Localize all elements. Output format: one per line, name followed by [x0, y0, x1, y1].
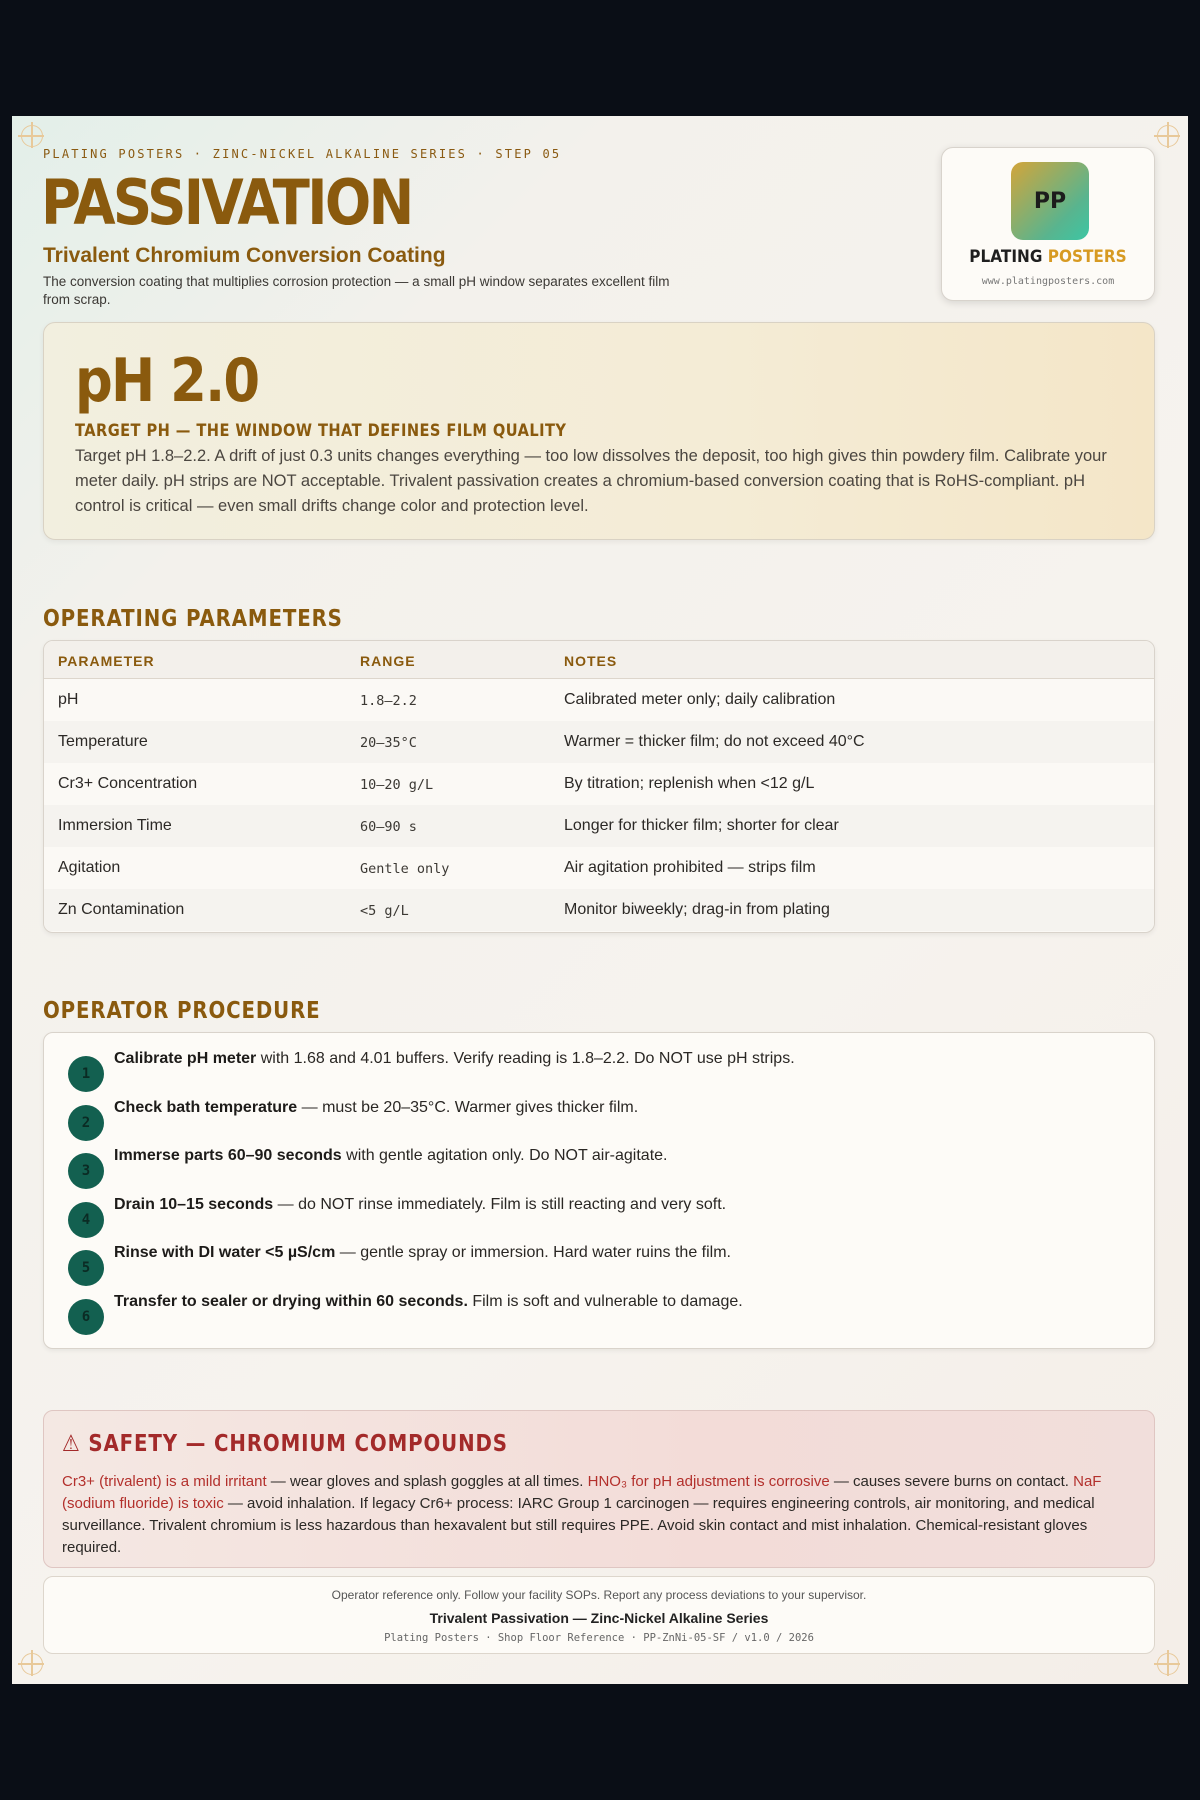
eyebrow: PLATING POSTERS · ZINC-NICKEL ALKALINE SERIES · STEP 05 [43, 147, 562, 161]
crosshair-icon [1154, 1650, 1182, 1678]
logo-badge: PP [1011, 162, 1089, 240]
column-header: RANGE [360, 653, 416, 669]
table-cell: Agitation [58, 859, 121, 876]
step-text: Calibrate pH meter with 1.68 and 4.01 buffers. Verify reading is 1.8–2.2. Do NOT use pH strips. [114, 1050, 795, 1067]
table-cell: Gentle only [360, 861, 450, 877]
table-cell: Zn Contamination [58, 901, 185, 918]
table-header [44, 641, 1154, 679]
footer-title: Trivalent Passivation — Zinc-Nickel Alkaline Series [429, 1610, 769, 1626]
procedure-step [68, 1293, 1128, 1333]
footer [43, 1576, 1155, 1654]
poster [12, 116, 1188, 1684]
logo-card [941, 147, 1155, 301]
crosshair-icon [18, 1650, 46, 1678]
procedure-step [68, 1050, 1128, 1090]
hero-label: TARGET PH — THE WINDOW THAT DEFINES FILM QUALITY [75, 421, 567, 441]
parameters-heading: OPERATING PARAMETERS [43, 606, 343, 632]
step-text: Transfer to sealer or drying within 60 seconds. Film is soft and vulnerable to damage. [114, 1293, 743, 1310]
logo-name: PLATING POSTERS [969, 247, 1127, 267]
table-cell: Calibrated meter only; daily calibration [564, 691, 836, 708]
procedure-heading: OPERATOR PROCEDURE [43, 998, 321, 1024]
step-number: 1 [68, 1056, 104, 1092]
step-number: 5 [68, 1250, 104, 1286]
step-text: Immerse parts 60–90 seconds with gentle agitation only. Do NOT air-agitate. [114, 1147, 668, 1164]
footer-note: Operator reference only. Follow your facility SOPs. Report any process deviations to your supervisor. [331, 1588, 867, 1602]
column-header: PARAMETER [58, 653, 155, 669]
table-cell: <5 g/L [360, 903, 409, 919]
procedure-step [68, 1244, 1128, 1284]
table-cell: Air agitation prohibited — strips film [564, 859, 816, 876]
hero-text: Target pH 1.8–2.2. A drift of just 0.3 units changes everything — too low dissolves the deposit, too high gives thin powdery film. Calibrate your meter daily. pH strips are NOT acceptable. Trivalent passivation creates a chromium-based conversion coating that is RoHS-compliant. pH control is critical — even small drifts change color and protection level. [75, 447, 1107, 515]
table-cell: Warmer = thicker film; do not exceed 40°C [564, 733, 865, 750]
table-row [44, 847, 1154, 889]
step-text: Drain 10–15 seconds — do NOT rinse immediately. Film is still reacting and very soft. [114, 1196, 727, 1213]
table-row [44, 763, 1154, 805]
procedure-step [68, 1099, 1128, 1139]
safety-text: Cr3+ (trivalent) is a mild irritant — wear gloves and splash goggles at all times. HNO₃ for pH adjustment is corrosive — causes severe burns on contact. NaF (sodium fluoride) is toxic — avoid inhalation. If legacy Cr6+ process: IARC Group 1 carcinogen — requires engineering controls, air monitoring, and medical surveillance. Trivalent chromium is less hazardous than hexavalent but still requires PPE. Avoid skin contact and mist inhalation. Chemical-resistant gloves required. [62, 1473, 1102, 1556]
step-number: 6 [68, 1299, 104, 1335]
table-cell: By titration; replenish when <12 g/L [564, 775, 815, 792]
table-cell: Monitor biweekly; drag-in from plating [564, 901, 830, 918]
table-cell: Immersion Time [58, 817, 172, 834]
table-row [44, 805, 1154, 847]
safety-card [43, 1410, 1155, 1568]
page-subtitle: Trivalent Chromium Conversion Coating [43, 244, 446, 267]
crosshair-icon [1154, 122, 1182, 150]
procedure-step [68, 1147, 1128, 1187]
table-row [44, 889, 1154, 931]
step-number: 3 [68, 1153, 104, 1189]
step-number: 4 [68, 1202, 104, 1238]
step-number: 2 [68, 1105, 104, 1141]
table-cell: Cr3+ Concentration [58, 775, 198, 792]
hero-value: pH 2.0 [75, 346, 259, 416]
table-cell: 10–20 g/L [360, 777, 434, 793]
table-row [44, 721, 1154, 763]
table-cell: Temperature [58, 733, 148, 750]
crosshair-icon [18, 122, 46, 150]
intro-text: The conversion coating that multiplies corrosion protection — a small pH window separates excellent film from scrap. [43, 274, 670, 307]
procedure-step [68, 1196, 1128, 1236]
table-cell: 20–35°C [360, 735, 417, 751]
logo-url: www.platingposters.com [981, 276, 1115, 287]
step-text: Check bath temperature — must be 20–35°C. Warmer gives thicker film. [114, 1099, 639, 1116]
parameters-table [43, 640, 1155, 933]
table-cell: 60–90 s [360, 819, 417, 835]
footer-meta: Plating Posters · Shop Floor Reference · PP-ZnNi-05-SF / v1.0 / 2026 [384, 1632, 814, 1644]
table-cell: Longer for thicker film; shorter for clear [564, 817, 839, 834]
table-row [44, 679, 1154, 721]
table-cell: 1.8–2.2 [360, 693, 417, 709]
hero-card [43, 322, 1155, 540]
procedure-card [43, 1032, 1155, 1349]
column-header: NOTES [564, 653, 618, 669]
safety-heading: ⚠ SAFETY — CHROMIUM COMPOUNDS [62, 1431, 508, 1457]
table-cell: pH [58, 691, 79, 708]
step-text: Rinse with DI water <5 µS/cm — gentle spray or immersion. Hard water ruins the film. [114, 1244, 731, 1261]
page-title: PASSIVATION [41, 166, 412, 239]
